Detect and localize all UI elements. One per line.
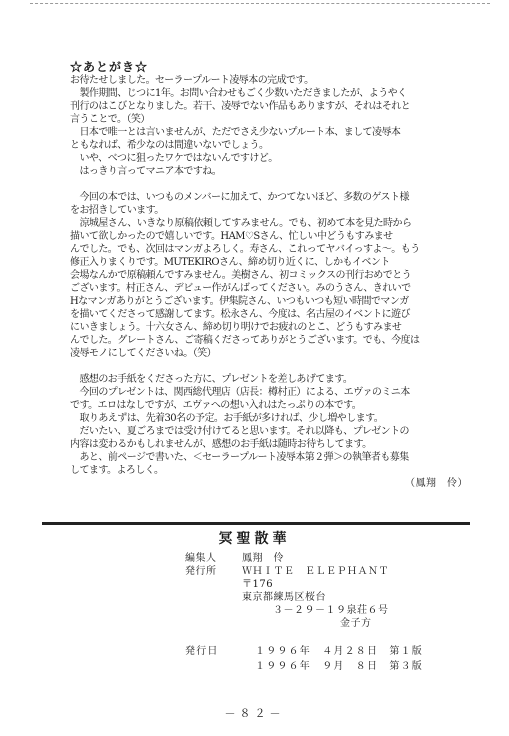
publisher-row <box>185 565 389 578</box>
address-line-1: 東京都練馬区桜台 <box>242 592 326 603</box>
text-line: はっきり言ってマニア本ですね。 <box>70 166 222 177</box>
text-line: 日本で唯一とは言いませんが、ただでさえ少ないプルート本、まして凌辱本 <box>70 127 401 138</box>
publisher-label: 発行所 <box>185 566 217 577</box>
afterword-heading: ☆あとがき☆ <box>70 60 149 74</box>
publisher-name: ＷＨＩＴＥ ＥＬＥＰＨＡＮＴ <box>242 566 389 577</box>
text-line: 取りあえずは、先着30名の予定。お手紙が多ければ、少し増やします。 <box>70 413 384 424</box>
afterword-section <box>70 60 470 490</box>
text-line: を描いてくださって感謝してます。松永さん、今度は、名古屋のイベントに遊び <box>70 309 410 320</box>
text-line: 製作期間、じつに1年。お問い合わせもごく少数いただきましたが、ようやく <box>70 88 407 99</box>
third-edition: １９９６年 ９月 ８日 第３版 <box>255 661 423 672</box>
first-edition: １９９６年 ４月２８日 第１版 <box>255 646 423 657</box>
text-line: にいきましょう。十六女さん、締め切り明けでお疲れのとこ、どうもすみませ <box>70 322 402 333</box>
top-dashed-rule <box>30 3 490 6</box>
date-label: 発行日 <box>185 646 219 657</box>
editor-row <box>185 552 389 565</box>
colophon-rule <box>42 522 470 525</box>
text-line: 凌辱モノにしてくださいね。（笑） <box>70 348 217 359</box>
address-line-2: ３－２９－１９泉荘６号 <box>273 605 389 616</box>
text-line: してます。よろしく。 <box>70 465 164 476</box>
author-signature: （鳳翔 伶） <box>405 478 468 489</box>
publication-dates <box>185 644 423 674</box>
postal-code: 〒176 <box>242 579 274 590</box>
text-line: 涼城屋さん、いきなり原稿依頼してすみません。でも、初めて本を見た時から <box>70 218 412 229</box>
text-line: あと、前ページで書いた、＜セーラープルート凌辱本第２弾＞の執筆者も募集 <box>70 452 409 463</box>
text-line: ともなれば、希少なのは間違いないでしょう。 <box>70 140 269 151</box>
text-line: をお招きしています。 <box>70 205 164 216</box>
first-edition-row <box>185 644 423 659</box>
text-line: んでした。グレートさん、ご寄稿くださってありがとうございます。でも、今度は <box>70 335 420 346</box>
text-line: 刊行のはこびとなりました。若干、凌辱でない作品もありますが、それはそれと <box>70 101 411 112</box>
colophon <box>185 552 389 630</box>
text-line: Hなマンガありがとうございます。伊集院さん、いつもいつも短い時間でマンガ <box>70 296 409 307</box>
afterword-paragraph <box>70 74 470 178</box>
text-line: 感想のお手紙をくださった方に、プレゼントを差しあげてます。 <box>70 374 353 385</box>
text-line: 内容は変わるかもしれませんが、感想のお手紙は随時お待ちしてます。 <box>70 439 372 450</box>
care-of: 金子方 <box>340 618 372 629</box>
text-line: 会場なんかで原稿頼んですみません。美樹さん、初コミックスの刊行おめでとう <box>70 270 412 281</box>
colophon-title: 冥聖散華 <box>218 531 291 547</box>
text-line: です。エロはなしですが、エヴァへの想い入れはたっぷりの本です。 <box>70 400 362 411</box>
text-line: 言うことで。（笑） <box>70 114 150 125</box>
text-line: ございます。村正さん、デビュー作がんばってください。みのうさん、きれいで <box>70 283 411 294</box>
text-line: いや、べつに狙ったワケではないんですけど。 <box>70 153 278 164</box>
text-line: お待たせしました。セーラープルート凌辱本の完成です。 <box>70 75 314 86</box>
editor-label: 編集人 <box>185 553 217 564</box>
text-line: だいたい、夏ごろまでは受け付けてると思います。それ以降も、プレゼントの <box>70 426 409 437</box>
page-number: －８２－ <box>224 707 285 720</box>
text-line: 描いて欲しかったので嬉しいです。HAM♡Sさん、忙しい中どうもすみませ <box>70 231 393 242</box>
editor-name: 鳳翔 伶 <box>242 553 284 564</box>
text-line: 修正入りまくりです。MUTEKIROさん、締め切り近くに、しかもイベント <box>70 257 390 268</box>
afterword-paragraph <box>70 373 470 477</box>
text-line: んでした。でも、次回はマンガよろしく。寿さん、これってヤバイっすよ～。もう <box>70 244 420 255</box>
text-line: 今回の本では、いつものメンバーに加えて、かつてないほど、多数のゲスト様 <box>70 192 409 203</box>
text-line: 今回のプレゼントは、関西総代理店（店長：樽村正）による、エヴァのミニ本 <box>70 387 410 398</box>
afterword-paragraph <box>70 191 470 360</box>
